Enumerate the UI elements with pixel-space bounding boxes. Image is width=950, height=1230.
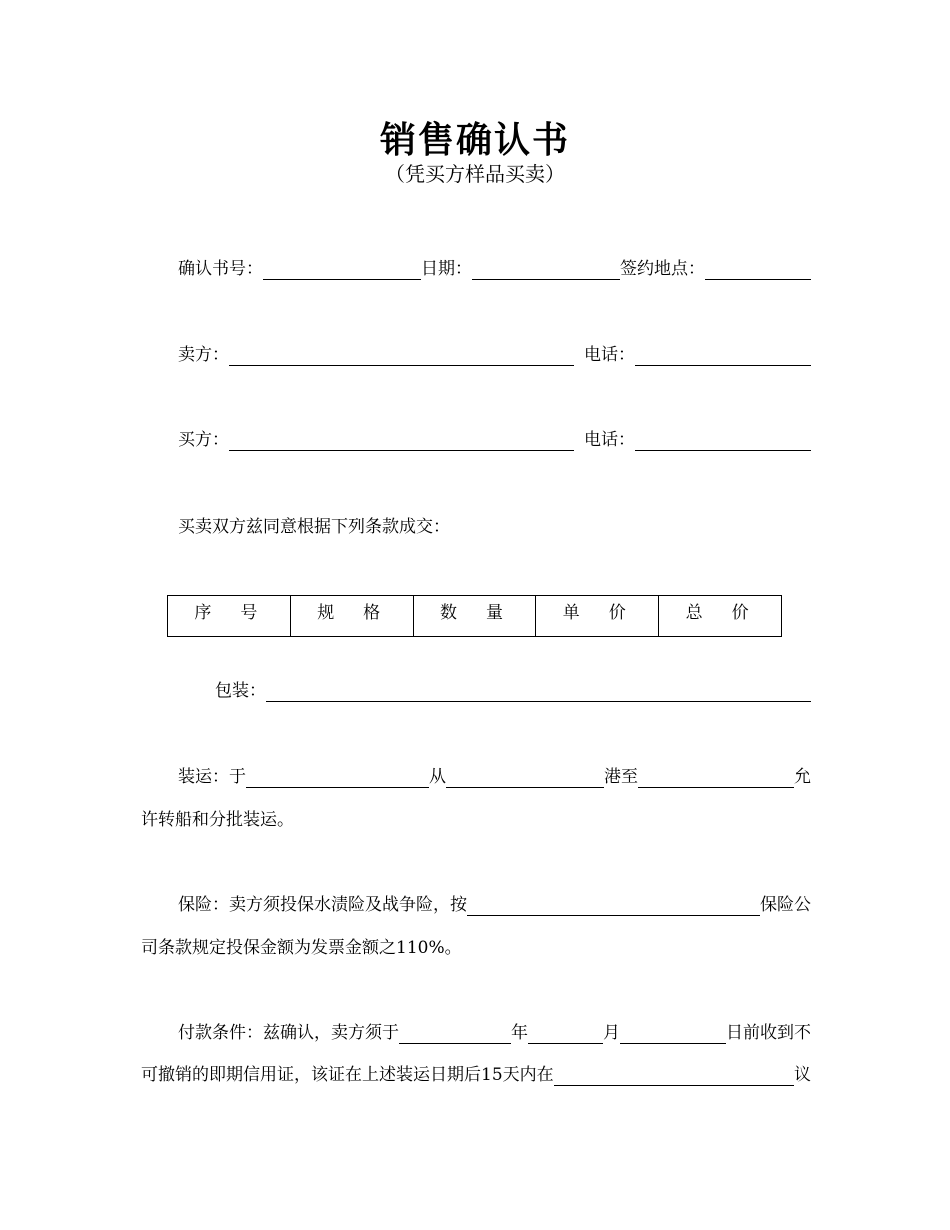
seller-field[interactable] [229,343,574,366]
buyer-field[interactable] [229,428,574,451]
header-cell-index: 序 号 [168,596,291,637]
payment-row [178,1018,811,1044]
payment-month-label: 月 [603,1023,620,1043]
shipment-text-2: 从 [429,767,446,787]
header-cell-quantity: 数 量 [413,596,536,637]
document-subtitle: （凭买方样品买卖） [385,162,565,186]
payment-text-2: 日前收到不 [726,1023,811,1043]
document-title: 销售确认书 [379,120,570,161]
items-table [167,595,782,637]
shipment-text-4: 允 [794,767,811,787]
insurance-row-2 [141,933,811,959]
table-header-row [168,596,782,637]
shipment-from-field[interactable] [446,765,604,788]
packing-row [215,676,811,702]
shipment-text-line2: 许转船和分批装运。 [141,810,294,830]
header-cell-total-price: 总 价 [659,596,782,637]
shipment-row-2 [141,805,811,831]
date-field[interactable] [472,257,620,280]
insurance-row [178,890,811,916]
shipment-text-3: 港至 [604,767,638,787]
seller-row [178,340,811,366]
insurance-text-line2: 司条款规定投保金额为发票金额之110%。 [141,938,462,958]
payment-text-1: 付款条件：兹确认，卖方须于 [178,1023,399,1043]
payment-text-line2-1: 可撤销的即期信用证，该证在上述装运日期后15天内在 [141,1065,554,1085]
payment-month-field[interactable] [528,1021,603,1044]
payment-year-label: 年 [511,1023,528,1043]
confirm-no-field[interactable] [263,257,421,280]
packing-label: 包装： [215,681,266,701]
seller-label: 卖方： [178,345,229,365]
date-label: 日期： [421,259,472,279]
buyer-label: 买方： [178,430,229,450]
buyer-phone-label: 电话： [584,430,635,450]
agreement-text: 买卖双方兹同意根据下列条款成交： [178,517,450,537]
payment-place-field[interactable] [554,1063,794,1086]
payment-day-field[interactable] [620,1021,726,1044]
payment-year-field[interactable] [399,1021,511,1044]
buyer-row [178,425,811,451]
header-cell-spec: 规 格 [290,596,413,637]
insurance-text-2: 保险公 [760,895,811,915]
payment-text-line2-2: 议 [794,1065,811,1085]
seller-phone-label: 电话： [584,345,635,365]
shipment-to-field[interactable] [638,765,794,788]
agreement-row [178,512,811,538]
confirm-no-label: 确认书号： [178,259,263,279]
header-cell-unit-price: 单 价 [536,596,659,637]
buyer-phone-field[interactable] [635,428,811,451]
place-field[interactable] [705,257,811,280]
shipment-row [178,762,811,788]
payment-row-2 [141,1060,811,1086]
shipment-text-1: 装运：于 [178,767,246,787]
insurance-company-field[interactable] [467,893,760,916]
header-row [178,254,811,280]
packing-field[interactable] [266,679,811,702]
seller-phone-field[interactable] [635,343,811,366]
insurance-text-1: 保险：卖方须投保水渍险及战争险，按 [178,895,467,915]
place-label: 签约地点： [620,259,705,279]
shipment-time-field[interactable] [246,765,429,788]
